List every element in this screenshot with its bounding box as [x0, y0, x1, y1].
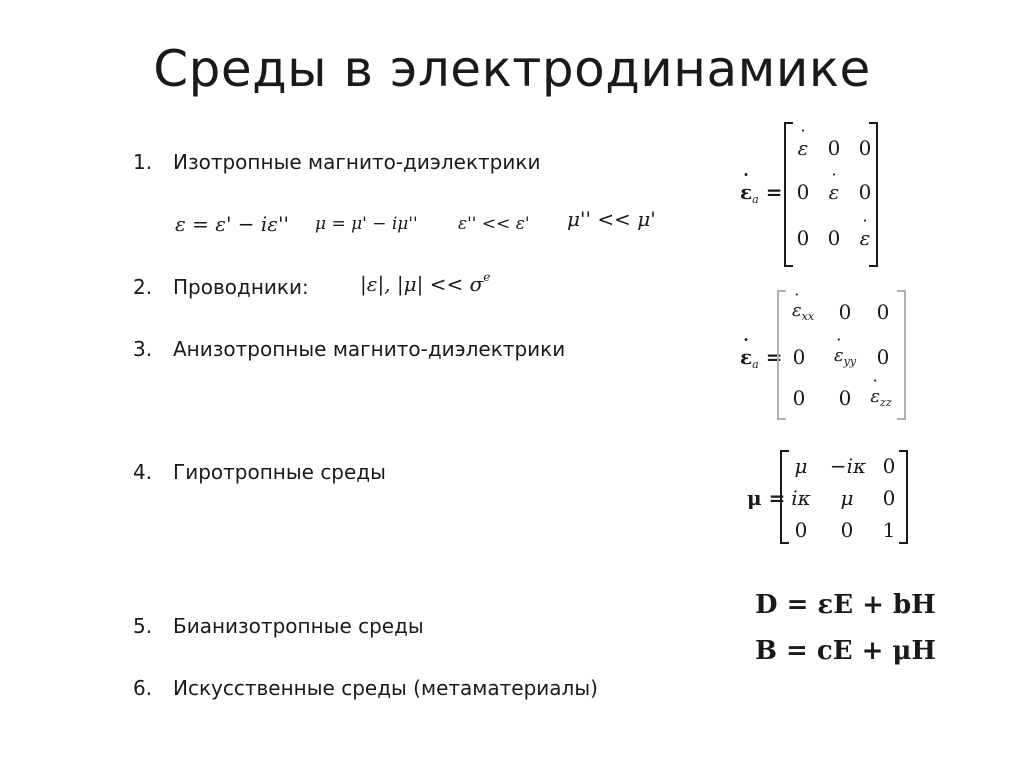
matrix-cell: 0 — [838, 386, 852, 410]
slide-title: Среды в электродинамике — [153, 40, 871, 98]
matrix-cell: · ε — [785, 136, 821, 160]
matrix-cell: 0 — [792, 386, 806, 410]
matrix-cell: 0 — [827, 226, 841, 250]
matrix-lhs: μ = — [747, 486, 786, 510]
list-label: Проводники: — [173, 275, 309, 299]
list-number: 3. — [133, 337, 153, 361]
list-label: Изотропные магнито-диэлектрики — [173, 150, 541, 174]
matrix-cell: · $\varepsilon_{xx}$ — [783, 300, 823, 323]
formula-eps-condition: ε'' << ε' — [458, 214, 530, 234]
matrix-cell: 0 — [796, 226, 810, 250]
matrix-cell: 0 — [876, 345, 890, 369]
matrix-lhs: · $\varepsilon_a$ = — [740, 180, 782, 206]
list-item-anisotropic — [133, 337, 565, 361]
matrix-cell: · ε — [847, 226, 883, 250]
matrix-cell: 1 — [882, 518, 896, 542]
list-item-bianisotropic — [133, 614, 424, 638]
formula-d-equation: D = εE + bH — [755, 590, 936, 620]
matrix-cell: 0 — [838, 300, 852, 324]
formula-conductor-superscript: e — [483, 270, 491, 284]
matrix-lhs-symbol: · ε — [740, 180, 752, 204]
list-number: 5. — [133, 614, 153, 638]
list-number: 2. — [133, 275, 153, 299]
matrix-cell: iκ — [791, 486, 811, 510]
matrix-lhs-subscript: a — [752, 193, 759, 206]
formula-eps-complex: ε = ε' − iε'' — [175, 212, 290, 236]
matrix-cell: 0 — [796, 180, 810, 204]
list-number: 4. — [133, 460, 153, 484]
matrix-cell: 0 — [882, 486, 896, 510]
matrix-cell: 0 — [794, 518, 808, 542]
list-label: Анизотропные магнито-диэлектрики — [173, 337, 566, 361]
matrix-cell: μ — [840, 486, 854, 510]
list-number: 1. — [133, 150, 153, 174]
matrix-lhs: · $\varepsilon_a$ = — [740, 345, 782, 371]
matrix-cell: −iκ — [829, 454, 867, 478]
list-item-artificial — [133, 676, 598, 700]
matrix-cell: 0 — [827, 136, 841, 160]
matrix-cell: 0 — [876, 300, 890, 324]
matrix-lhs-subscript: a — [752, 358, 759, 371]
matrix-lhs-symbol: · ε — [740, 345, 752, 369]
list-item-conductors — [133, 275, 309, 299]
list-label: Искусственные среды (метаматериалы) — [173, 676, 598, 700]
matrix-cell: μ — [794, 454, 808, 478]
matrix-cell: · $\varepsilon_{zz}$ — [861, 386, 901, 409]
matrix-cell: 0 — [792, 345, 806, 369]
list-label: Гиротропные среды — [173, 460, 386, 484]
matrix-cell: 0 — [882, 454, 896, 478]
list-item-gyrotropic — [133, 460, 386, 484]
matrix-cell: 0 — [858, 136, 872, 160]
formula-conductor — [360, 270, 490, 296]
matrix-lhs-symbol: μ — [747, 486, 762, 510]
list-number: 6. — [133, 676, 153, 700]
formula-b-equation: B = cE + μH — [755, 636, 936, 666]
formula-conductor-main: |ε|, |μ| << σ — [360, 272, 484, 296]
formula-mu-condition: μ'' << μ' — [567, 207, 656, 231]
matrix-cell: · ε — [816, 180, 852, 204]
list-label: Бианизотропные среды — [173, 614, 424, 638]
matrix-cell: 0 — [840, 518, 854, 542]
matrix-cell: · $\varepsilon_{yy}$ — [825, 345, 865, 368]
list-item-isotropic — [133, 150, 540, 174]
formula-mu-complex: μ = μ' − iμ'' — [315, 214, 418, 234]
matrix-cell: 0 — [858, 180, 872, 204]
